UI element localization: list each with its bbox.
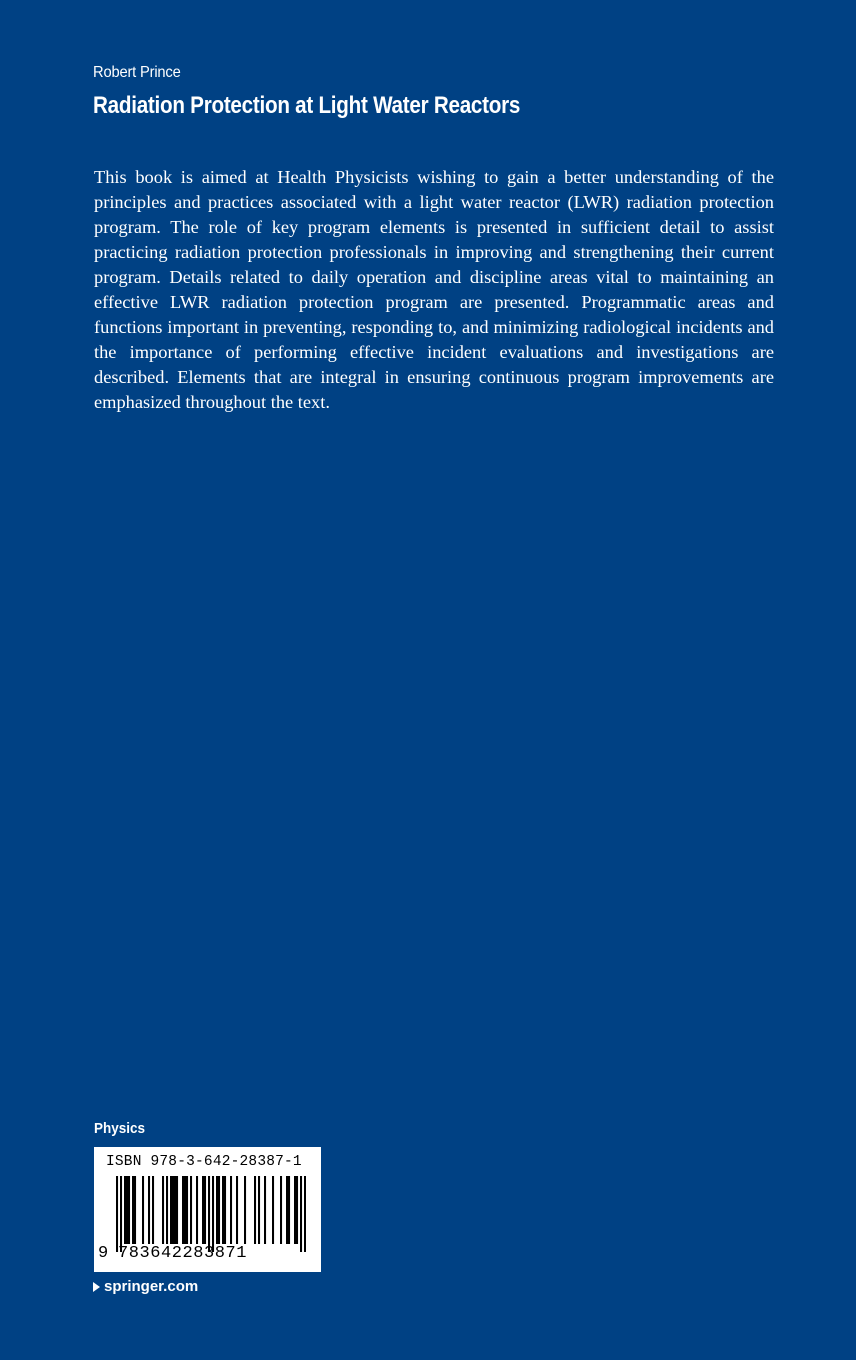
arrow-right-icon (93, 1282, 100, 1292)
barcode-bar (208, 1176, 210, 1252)
publisher-url: springer.com (104, 1278, 199, 1295)
barcode-bar (286, 1176, 288, 1244)
barcode-bar (120, 1176, 122, 1252)
subject-category: Physics (94, 1120, 146, 1137)
barcode-bar (142, 1176, 144, 1244)
barcode-bar (304, 1176, 306, 1252)
barcode-bar (196, 1176, 198, 1244)
barcode-bar (132, 1176, 134, 1244)
barcode-bar (258, 1176, 260, 1244)
barcode-bar (116, 1176, 118, 1252)
publisher-link[interactable] (93, 1277, 198, 1297)
barcode-bar (272, 1176, 274, 1244)
barcode-bar (288, 1176, 290, 1244)
barcode-bar (182, 1176, 184, 1244)
barcode-bar (166, 1176, 168, 1244)
barcode-bar (152, 1176, 154, 1244)
barcode-bar (218, 1176, 220, 1244)
barcode-bar (202, 1176, 204, 1244)
barcode-bar (128, 1176, 130, 1244)
barcode-bar (134, 1176, 136, 1244)
barcode-bar (300, 1176, 302, 1252)
barcode-bar (222, 1176, 224, 1244)
isbn-label: ISBN 978-3-642-28387-1 (106, 1154, 302, 1170)
barcode-bar (230, 1176, 232, 1244)
barcode-bar (264, 1176, 266, 1244)
barcode-bar (296, 1176, 298, 1244)
barcode-bar (170, 1176, 172, 1244)
barcode-bar (190, 1176, 192, 1244)
barcode-bar (124, 1176, 126, 1244)
barcode-bar (204, 1176, 206, 1244)
barcode-bar (212, 1176, 214, 1252)
book-title: Radiation Protection at Light Water Reactors (93, 92, 521, 119)
barcode-bar (216, 1176, 218, 1244)
book-description: This book is aimed at Health Physicists wishing to gain a better understanding of the principles and practices associated with a light water reactor (LWR) radiation protection program. The role of key program elements is presented in sufficient detail to assist practicing radiation protection professionals in improving and strengthening their current program. Details related to daily operation and discipline areas vital to maintaining an effective LWR radiation protection program are presented. Programmatic areas and functions important in preventing, responding to, and minimizing radiological incidents and the importance of performing effective incident evaluations and investigations are described. Elements that are integral in ensuring continuous program improvements are emphasized throughout the text. (94, 167, 774, 412)
barcode-bar (254, 1176, 256, 1244)
barcode-bar (172, 1176, 174, 1244)
barcode-bar (280, 1176, 282, 1244)
barcode-block (94, 1147, 321, 1272)
barcode-bar (174, 1176, 176, 1244)
author-name: Robert Prince (93, 64, 181, 81)
barcode-digits: 783642283871 (118, 1244, 248, 1263)
barcode-bar (176, 1176, 178, 1244)
barcode-bar (224, 1176, 226, 1244)
barcode-first-digit: 9 (98, 1244, 109, 1263)
barcode-bar (186, 1176, 188, 1244)
barcode-bar (148, 1176, 150, 1244)
barcode-bar (162, 1176, 164, 1244)
barcode-bar (236, 1176, 238, 1244)
barcode-bar (184, 1176, 186, 1244)
barcode-bar (294, 1176, 296, 1244)
barcode-bar (126, 1176, 128, 1244)
barcode-bar (244, 1176, 246, 1244)
barcode-bars (116, 1176, 306, 1252)
